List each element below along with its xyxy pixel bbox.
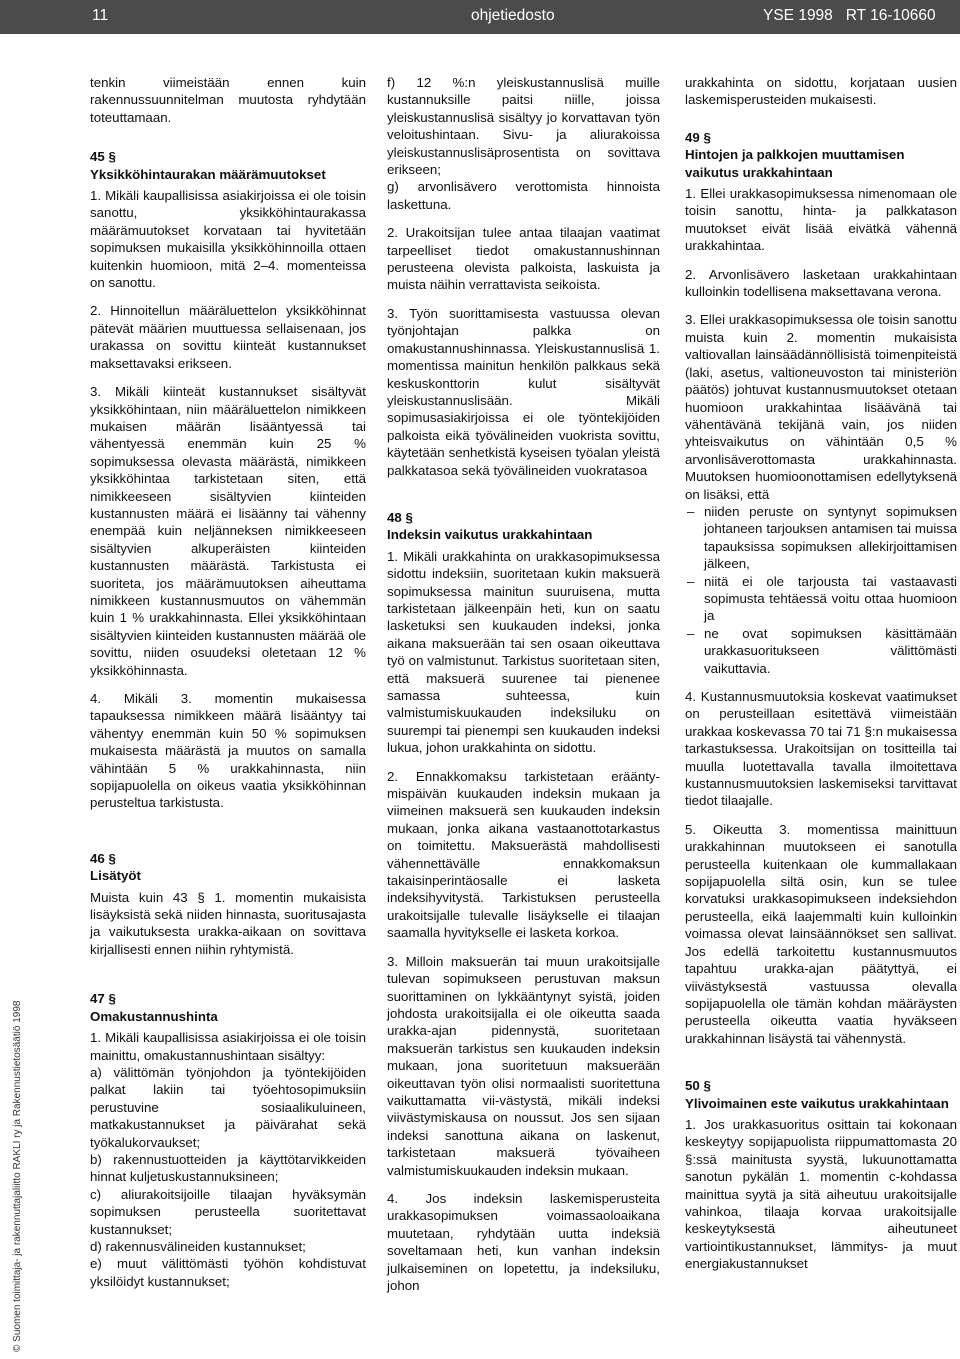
paragraph: 2. Urakoitsijan tulee antaa tilaajan vaatimat tarpeelliset tiedot omakustannushinnan perusteena olevista palkoista, laskuista ja muista näihin verrattavista seikoista. <box>387 225 660 293</box>
section-title: Yksikköhintaurakan määrämuutokset <box>90 166 326 182</box>
document-code: YSE 1998 RT 16-10660 <box>763 7 936 24</box>
list-item: – niitä ei ole tarjousta tai vastaavasti sopimusta tehtäessä voitu ottaa huomioon ja <box>685 573 957 625</box>
paragraph: 2. Arvonlisävero lasketaan urakkahintaan kulloinkin todellisena maksettavana verona. <box>685 266 957 300</box>
section-number: 50 § <box>685 1078 711 1094</box>
paragraph: 4. Kustannusmuutoksia koskevat vaatimukset on perusteillaan esitettävä viimeistään urakkaa koskevassa 70 tai 71 §:n mukaisessa tarkastuksessa. Urakoitsijan on tositteilla tai muulla luotettavalla tavalla ilmoitettava kustannusmuutoksien laskemiseksi tarvittavat tiedot tilaajalle. <box>685 689 957 809</box>
paragraph: 2. Hinnoitellun määräluettelon yksikköhinnat pätevät määrien muuttuessa sellaisenaan, jos urakassa on sovittu kiinteät kustannukset maksettavaksi erikseen. <box>90 303 366 371</box>
paragraph: 1. Ellei urakkasopimuksessa nimenomaan ole toisin sanottu, hinta- ja palkkatason muutokset eivät lisää eivätkä vähennä urakkahintaa. <box>685 186 957 254</box>
paragraph: 1. Jos urakkasuoritus osittain tai kokonaan keskeytyy sopijapuolista riippumattomasta 20 §:ssä mainitusta syystä, lukuunottamatta sanotun pykälän 1. momentin c-kohdassa mainittua syytä ja sitä aiheutuu urakoitsijalle vahinkoa, tilaaja korvaa urakoitsijalle keskeytyksestä aiheutuneet vartiointikustannukset, lämmitys- ja muut energiakustannukset <box>685 1116 957 1272</box>
paragraph: urakkahinta on sidottu, korjataan uusien laskemisperusteiden mukaisesti. <box>685 75 957 108</box>
list-item: e) muut välittömästi työhön kohdistuvat yksilöidyt kustannukset; <box>90 1256 366 1289</box>
paragraph: 1. Mikäli kaupallisissa asiakirjoissa ei ole toisin mainittu, omakustannushintaan sisältyy: <box>90 1030 366 1063</box>
paragraph: 3. Ellei urakkasopimuksessa ole toisin sanottu muista kuin 2. momentin mukaisista valtiovallan lainsäädännöllisistä toimenpiteistä (laki, asetus, valtioneuvoston tai ministeriön päätös) johtuvat kustannusmuutokset otetaan huomioon urakkahintaa lisäävänä tai vähentävänä tekijänä vain, jos niiden yhteisvaikutus on vähintään 0,5 % arvonlisäverottomasta urakkahinnasta. Muutoksen huomioonottamisen edellytyksenä on lisäksi, että <box>685 312 957 502</box>
section-46 <box>90 850 366 958</box>
paragraph: 1. Mikäli urakkahinta on urakkasopimuksessa sidottu indeksiin, suoritetaan kukin maksuerä sopimuksessa mainitun suuruisena, mutta tarkistetaan jälkeenpäin heti, kun on saatu lasketuksi sen kuukauden indeksi, jonka aikana maksuerään tai sen osaan oikeuttava työ on valmistunut. Tarkistus suoritetaan siten, että maksuerä suurenee tai pienenee samassa suhteessa, kuin valmistumiskuukauden indeksiluku on suurempi tai pienempi sen kuukauden indeksi lukua, johon urakkahinta on sidottu. <box>387 548 660 756</box>
paragraph: 3. Mikäli kiinteät kustannukset sisältyvät yksikköhintaan, niin määräluettelon nimikkeen mukaisen määrän lisääntyessä tai vähentyessä enemmän kuin 25 % sopimuksessa olevasta määrästä, nimikkeen yksikköhintaa tarkistetaan siten, että nimikkeeseen sisältyvien kiinteiden kustannusten määrä ei lisäänny tai vähenny enempää kuin neljänneksen nimikkeeseen sisältyvien alkuperäisten kiinteiden kustannusten määrästä. Tarkistusta ei suoriteta, jos määrämuutoksen aiheuttama nimikkeen kustannusmuutos on vähemmän kuin 1 % urakkahinnasta. Ellei yksikköhintaan sisältyvien kiinteiden kustannusten määrää ole sovittu, niiden osuudeksi oletetaan 12 % yksikköhinnasta. <box>90 384 366 678</box>
list-item: – ne ovat sopimuksen käsittämään urakkasuoritukseen välittömästi vaikuttavia. <box>685 625 957 677</box>
text-column-2 <box>387 74 660 1294</box>
list-item: a) välittömän työnjohdon ja työntekijöiden palkat lakiin tai työehtosopimuksiin perustuvine sosiaalikuluineen, matkakustannukset ja päivärahat sekä työkalukorvaukset; <box>90 1064 366 1150</box>
section-title: Indeksin vaikutus urakkahintaan <box>387 527 593 543</box>
paragraph: 4. Jos indeksin laskemisperusteita urakkasopimuksen voimassaoloaikana muutetaan, ryhdytään uutta indeksiä soveltamaan heti, kun vanhan indeksin julkaiseminen on lopetettu, ja indeksiluku, johon <box>387 1190 660 1293</box>
paragraph: tenkin viimeistään ennen kuin rakennussuunnitelman muutosta ryhdytään toteuttamaan. <box>90 75 366 125</box>
section-45 <box>90 148 366 812</box>
section-47 <box>90 990 366 1290</box>
section-title: Omakustannushinta <box>90 1008 218 1024</box>
document-type: ohjetiedosto <box>471 7 555 24</box>
text-column-1 <box>90 74 366 1290</box>
section-48 <box>387 509 660 1294</box>
text-column-3 <box>685 74 957 1273</box>
list-item: g) arvonlisävero verottomista hinnoista laskettuna. <box>387 179 660 212</box>
section-number: 49 § <box>685 129 711 145</box>
section-title: Ylivoimainen este vaikutus urakkahintaan <box>685 1095 949 1111</box>
section-49 <box>685 129 957 1047</box>
section-number: 45 § <box>90 149 116 165</box>
section-number: 47 § <box>90 991 116 1007</box>
page-header <box>0 0 960 34</box>
paragraph: 4. Mikäli 3. momentin mukaisessa tapauksessa nimikkeen määrä lisääntyy tai vähentyy enemmän kuin 50 % sopimuksen mukaisesta määrästä ja muutos on samalla vähintään 5 % urakkahinnasta, niin sopijapuolella on oikeus vaatia yksikköhinnan perusteltua tarkistusta. <box>90 691 366 811</box>
paragraph: 2. Ennakkomaksu tarkistetaan eräänty-mispäivän kuukauden indeksin mukaan ja viimeinen maksuerä sen kuukauden indeksin mukaan, jonka aikana vastaanottotarkastus on toimitettu. Maksuerästä mahdollisesti vähennettävälle ennakkomaksun takaisinperintäosalle ei lasketa indeksihyvitystä. Tarkistuksen perusteella urakoitsijalle tulevalle lisäykselle ei tilaajan saamalla hyvitykselle ei lasketa korkoa. <box>387 768 660 941</box>
copyright-side-text: © Suomen toimittaja- ja rakennuttajaliitto RAKLI ry ja Rakennustietosäätiö 1998 <box>12 1000 23 1352</box>
section-number: 46 § <box>90 850 116 866</box>
section-title: Lisätyöt <box>90 868 141 884</box>
paragraph: 1. Mikäli kaupallisissa asiakirjoissa ei ole toisin sanottu, yksikköhintaurakassa määrämuutokset korvataan tai hyvitetään sopimuksen mukaisilla yksikköhinnoilla ottaen kuitenkin huomioon, mitä 2–4. momenteissa on sanottu. <box>90 188 366 291</box>
list-item: d) rakennusvälineiden kustannukset; <box>90 1238 306 1254</box>
paragraph: 3. Työn suorittamisesta vastuussa olevan työnjohtajan palkka on omakustannushinnassa. Yleiskustannuslisä 1. momentissa mainitun henkilön palkkaus sekä keskuskonttorin kulut sisältyvät yleiskustannuslisään. Mikäli sopimusasiakirjoissa ei ole työntekijöiden palkoista eikä työvälineiden vuokrista sovittu, käytetään senhetkistä kyseisen työalan yleistä palkkatasoa sekä työvälineiden vuokratasoa <box>387 305 660 478</box>
list-item: – niiden peruste on syntynyt sopimuksen johtaneen tarjouksen antamisen tai muissa tapauksissa sopimuksen allekirjoittamisen jälkeen, <box>685 503 957 573</box>
list-item: c) aliurakoitsijoille tilaajan hyväksymän sopimuksen perusteella suoritettavat kustannukset; <box>90 1186 366 1237</box>
paragraph: 5. Oikeutta 3. momentissa mainittuun urakkahinnan muutokseen ei sanotulla perusteella kuitenkaan ole kummallakaan sopijapuolella siltä osin, kun se tulee korvatuksi urakkasopimukseen indeksiehdon perusteella, eikä laajemmalti kuin kulloinkin voimassa olevat lainsäännökset sen sallivat. Jos edellä tarkoitettu kustannusmuutos tapahtuu urakka-ajan päätyttyä, ei viivästyksestä vastuussa olevalla sopijapuolella ole tämän kohdan määräysten perusteella oikeutta vaatia hyväkseen urakkahinnan lisäystä tai vähennystä. <box>685 821 957 1046</box>
section-number: 48 § <box>387 509 413 525</box>
section-50 <box>685 1077 957 1272</box>
condition-list <box>685 503 957 677</box>
list-item: f) 12 %:n yleiskustannuslisä muille kustannuksille paitsi niille, joissa yleiskustannuslisä sisältyy jo korvattavan työn veloitushintaan. Sivu- ja aliurakoissa yleiskustannuslisäprosentista on sovittava erikseen; <box>387 75 660 178</box>
section-title: Hintojen ja palkkojen muuttamisen vaikutus urakkahintaan <box>685 147 905 180</box>
paragraph: 3. Milloin maksuerän tai muun urakoitsijalle tulevan sopimukseen perustuvan maksun suorittaminen on lykkääntynyt syistä, joiden johdosta urakoitsijalla ei ole oikeutta saada urakka-ajan pidennystä, suoritetaan maksuerän tarkistus sen kuukauden indeksin mukaan, jona suoritetuun maksuerään oikeuttavan työn olisi normaalisti suoritettuna vaikuttamatta vii-västystä, mikäli indeksi viivästymiskausa on noussut. Jos sen sijaan indeksi sanottuna aikana on laskenut, tarkistetaan maksuerä työvaiheen valmistumiskuukauden indeksin mukaan. <box>387 953 660 1178</box>
page-number: 11 <box>92 7 109 24</box>
list-item: b) rakennustuotteiden ja käyttötarvikkeiden hinnat kuljetuskustannuksineen; <box>90 1151 366 1185</box>
paragraph: Muista kuin 43 § 1. momentin mukaisista lisäyksistä sekä niiden hinnasta, suoritusajasta ja vaikutuksesta urakka-aikaan on sovittava kirjallisesti ennen niihin ryhtymistä. <box>90 889 366 957</box>
